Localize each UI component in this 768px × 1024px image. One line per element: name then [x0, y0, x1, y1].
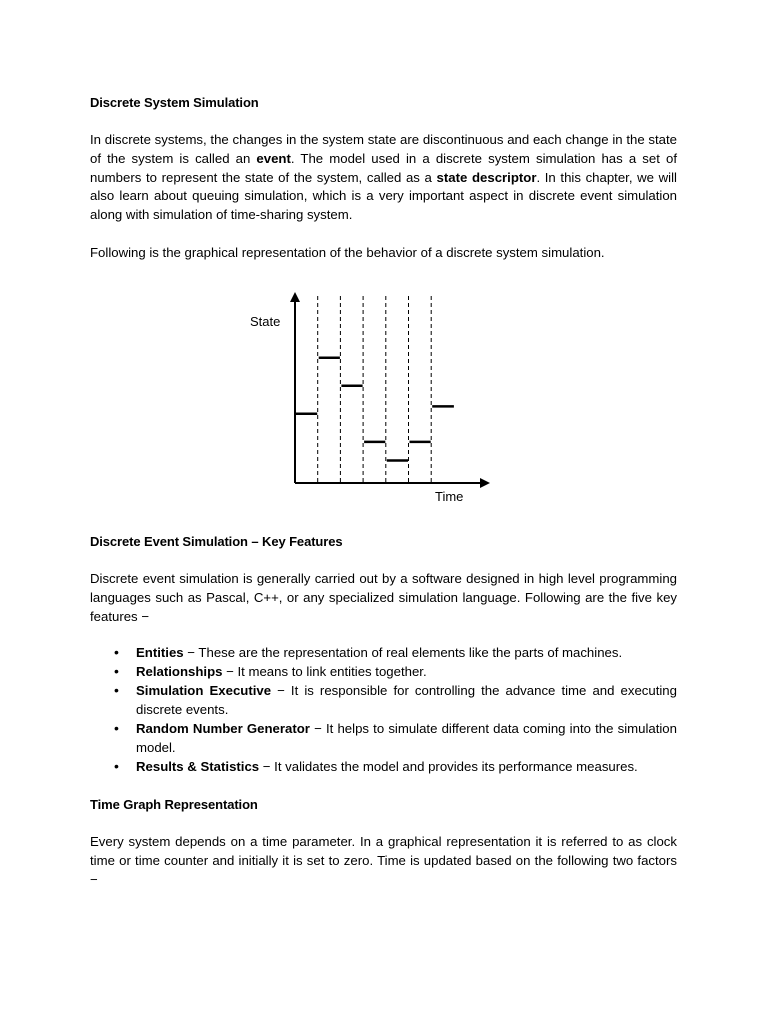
term-state-descriptor: state descriptor	[436, 169, 537, 185]
x-axis-arrow-icon	[480, 478, 490, 488]
x-axis-label: Time	[435, 489, 464, 504]
para1-part-0: In discrete systems, the changes in the system state are discontinuous and each change in the state of the system is called an	[90, 132, 677, 166]
list-item	[90, 757, 677, 776]
term-event: event	[256, 150, 291, 166]
feature-term: Relationships	[136, 664, 223, 679]
paragraph-time-parameter: Every system depends on a time parameter. In a graphical representation it is referred to as clock time or time counter and initially it is set to zero. Time is updated based on the following two factors −	[90, 834, 677, 887]
paragraph-graph-intro: Following is the graphical representation of the behavior of a discrete system simulation.	[90, 245, 605, 260]
bullet-icon: •	[114, 720, 119, 736]
feature-desc: − It is responsible for controlling the advance time and executing discrete events.	[136, 683, 677, 717]
y-axis-label: State	[250, 314, 281, 329]
list-item	[90, 643, 677, 662]
bullet-icon: •	[114, 644, 119, 660]
feature-desc: − These are the representation of real elements like the parts of machines.	[183, 645, 623, 660]
paragraph-des-overview: Discrete event simulation is generally carried out by a software designed in high level programming languages such as Pascal, C++, or any specialized simulation language. Following are the five key features −	[90, 571, 677, 624]
bullet-icon: •	[114, 682, 119, 698]
feature-term: Random Number Generator	[136, 721, 310, 736]
feature-term: Entities	[136, 645, 184, 660]
feature-desc: − It means to link entities together.	[222, 664, 427, 679]
para1-part-2: . The model used in a discrete system simulation has a set of numbers to represent the state of the system, called as a	[90, 150, 677, 185]
feature-term: Results & Statistics	[136, 759, 260, 774]
section-heading-time-graph: Time Graph Representation	[90, 797, 258, 812]
feature-term: Simulation Executive	[136, 683, 272, 698]
paragraph-discrete-systems-intro	[90, 131, 677, 225]
list-item	[90, 719, 677, 757]
list-item	[90, 681, 677, 719]
state-segments	[296, 358, 454, 461]
section-heading-key-features: Discrete Event Simulation – Key Features	[90, 534, 343, 549]
para1-part-4: . In this chapter, we will also learn about queuing simulation, which is a very important aspect in discrete event simulation along with simulation of time-sharing system.	[90, 169, 677, 223]
key-features-list	[90, 643, 677, 776]
feature-desc: − It helps to simulate different data coming into the simulation model.	[136, 721, 677, 755]
y-axis-arrow-icon	[290, 292, 300, 302]
section-heading-discrete-system-simulation: Discrete System Simulation	[90, 95, 259, 110]
bullet-icon: •	[114, 758, 119, 774]
event-boundary-lines	[318, 296, 432, 483]
list-item	[90, 662, 677, 681]
bullet-icon: •	[114, 663, 119, 679]
feature-desc: − It validates the model and provides its performance measures.	[259, 759, 638, 774]
discrete-state-chart	[240, 286, 500, 508]
